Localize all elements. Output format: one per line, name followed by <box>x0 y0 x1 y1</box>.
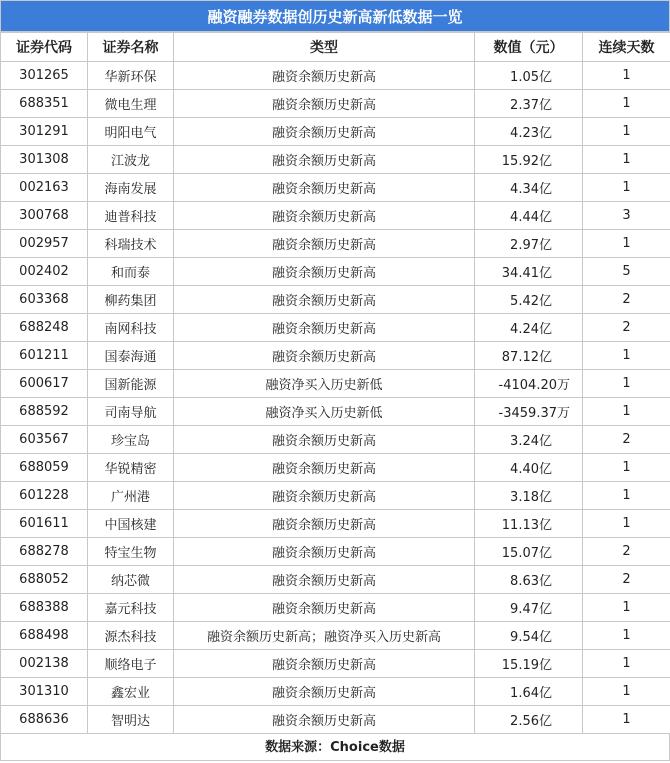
cell-code: 688498 <box>1 622 88 650</box>
cell-value: 8.63亿 <box>475 566 583 594</box>
data-source-footer: 数据来源：Choice数据 <box>0 734 670 761</box>
cell-value: 9.54亿 <box>475 622 583 650</box>
cell-value: 9.47亿 <box>475 594 583 622</box>
cell-value: 4.23亿 <box>475 118 583 146</box>
cell-code: 301310 <box>1 678 88 706</box>
cell-value: -4104.20万 <box>475 370 583 398</box>
cell-name: 江波龙 <box>88 146 174 174</box>
cell-days: 1 <box>583 622 670 650</box>
cell-value: 34.41亿 <box>475 258 583 286</box>
cell-value: 4.44亿 <box>475 202 583 230</box>
cell-code: 301291 <box>1 118 88 146</box>
cell-value: 1.05亿 <box>475 62 583 90</box>
cell-value: 2.37亿 <box>475 90 583 118</box>
cell-days: 5 <box>583 258 670 286</box>
cell-days: 1 <box>583 454 670 482</box>
cell-days: 1 <box>583 650 670 678</box>
cell-days: 1 <box>583 118 670 146</box>
cell-days: 2 <box>583 286 670 314</box>
cell-code: 600617 <box>1 370 88 398</box>
cell-code: 300768 <box>1 202 88 230</box>
cell-value: 5.42亿 <box>475 286 583 314</box>
cell-type: 融资余额历史新高 <box>174 706 475 734</box>
cell-value: 15.92亿 <box>475 146 583 174</box>
cell-name: 中国核建 <box>88 510 174 538</box>
cell-type: 融资余额历史新高 <box>174 426 475 454</box>
cell-name: 智明达 <box>88 706 174 734</box>
cell-type: 融资余额历史新高；融资净买入历史新高 <box>174 622 475 650</box>
cell-days: 1 <box>583 62 670 90</box>
table-row <box>1 146 670 174</box>
cell-type: 融资余额历史新高 <box>174 230 475 258</box>
cell-code: 688052 <box>1 566 88 594</box>
cell-type: 融资余额历史新高 <box>174 62 475 90</box>
cell-name: 国新能源 <box>88 370 174 398</box>
cell-type: 融资净买入历史新低 <box>174 370 475 398</box>
cell-name: 纳芯微 <box>88 566 174 594</box>
cell-days: 1 <box>583 706 670 734</box>
cell-code: 688278 <box>1 538 88 566</box>
table-row <box>1 594 670 622</box>
cell-code: 002163 <box>1 174 88 202</box>
cell-value: 1.64亿 <box>475 678 583 706</box>
cell-type: 融资余额历史新高 <box>174 314 475 342</box>
cell-type: 融资余额历史新高 <box>174 90 475 118</box>
cell-days: 1 <box>583 342 670 370</box>
cell-name: 明阳电气 <box>88 118 174 146</box>
table-row <box>1 482 670 510</box>
cell-type: 融资余额历史新高 <box>174 146 475 174</box>
cell-code: 002402 <box>1 258 88 286</box>
cell-days: 1 <box>583 398 670 426</box>
table-row <box>1 454 670 482</box>
cell-name: 华新环保 <box>88 62 174 90</box>
table-row <box>1 62 670 90</box>
cell-code: 601611 <box>1 510 88 538</box>
cell-name: 特宝生物 <box>88 538 174 566</box>
cell-value: 2.97亿 <box>475 230 583 258</box>
cell-type: 融资余额历史新高 <box>174 342 475 370</box>
table-row <box>1 678 670 706</box>
cell-code: 601228 <box>1 482 88 510</box>
table-row <box>1 650 670 678</box>
cell-type: 融资余额历史新高 <box>174 202 475 230</box>
cell-days: 1 <box>583 230 670 258</box>
table-row <box>1 622 670 650</box>
cell-code: 603567 <box>1 426 88 454</box>
table-row <box>1 174 670 202</box>
cell-name: 鑫宏业 <box>88 678 174 706</box>
cell-type: 融资余额历史新高 <box>174 566 475 594</box>
header-name: 证券名称 <box>88 33 174 62</box>
cell-days: 1 <box>583 174 670 202</box>
cell-code: 002957 <box>1 230 88 258</box>
table-row <box>1 118 670 146</box>
cell-type: 融资余额历史新高 <box>174 510 475 538</box>
cell-name: 柳药集团 <box>88 286 174 314</box>
cell-code: 301265 <box>1 62 88 90</box>
header-code: 证券代码 <box>1 33 88 62</box>
cell-value: 11.13亿 <box>475 510 583 538</box>
cell-days: 2 <box>583 566 670 594</box>
cell-value: 87.12亿 <box>475 342 583 370</box>
margin-trading-table <box>0 32 670 734</box>
table-row <box>1 314 670 342</box>
table-row <box>1 566 670 594</box>
cell-days: 2 <box>583 538 670 566</box>
table-row <box>1 342 670 370</box>
cell-type: 融资余额历史新高 <box>174 174 475 202</box>
table-row <box>1 370 670 398</box>
cell-name: 国泰海通 <box>88 342 174 370</box>
cell-value: 15.07亿 <box>475 538 583 566</box>
cell-code: 688592 <box>1 398 88 426</box>
table-row <box>1 706 670 734</box>
cell-type: 融资余额历史新高 <box>174 258 475 286</box>
cell-name: 广州港 <box>88 482 174 510</box>
cell-value: 4.24亿 <box>475 314 583 342</box>
cell-days: 2 <box>583 314 670 342</box>
cell-value: 3.24亿 <box>475 426 583 454</box>
table-title: 融资融券数据创历史新高新低数据一览 <box>0 0 670 32</box>
cell-code: 601211 <box>1 342 88 370</box>
header-row <box>1 33 670 62</box>
table-row <box>1 538 670 566</box>
cell-type: 融资余额历史新高 <box>174 594 475 622</box>
table-body <box>1 62 670 734</box>
cell-name: 顺络电子 <box>88 650 174 678</box>
cell-code: 688636 <box>1 706 88 734</box>
table-row <box>1 426 670 454</box>
cell-value: 3.18亿 <box>475 482 583 510</box>
cell-value: 15.19亿 <box>475 650 583 678</box>
cell-days: 1 <box>583 370 670 398</box>
table-row <box>1 90 670 118</box>
cell-code: 688351 <box>1 90 88 118</box>
cell-value: 4.34亿 <box>475 174 583 202</box>
cell-name: 南网科技 <box>88 314 174 342</box>
cell-name: 华锐精密 <box>88 454 174 482</box>
cell-days: 1 <box>583 510 670 538</box>
cell-type: 融资余额历史新高 <box>174 678 475 706</box>
cell-code: 301308 <box>1 146 88 174</box>
cell-name: 珍宝岛 <box>88 426 174 454</box>
cell-code: 002138 <box>1 650 88 678</box>
cell-type: 融资余额历史新高 <box>174 650 475 678</box>
cell-name: 迪普科技 <box>88 202 174 230</box>
header-value: 数值（元） <box>475 33 583 62</box>
cell-days: 1 <box>583 678 670 706</box>
header-type: 类型 <box>174 33 475 62</box>
cell-type: 融资余额历史新高 <box>174 538 475 566</box>
table-row <box>1 230 670 258</box>
cell-type: 融资净买入历史新低 <box>174 398 475 426</box>
cell-type: 融资余额历史新高 <box>174 286 475 314</box>
cell-days: 2 <box>583 426 670 454</box>
cell-code: 688059 <box>1 454 88 482</box>
cell-name: 嘉元科技 <box>88 594 174 622</box>
cell-name: 科瑞技术 <box>88 230 174 258</box>
cell-type: 融资余额历史新高 <box>174 118 475 146</box>
table-row <box>1 286 670 314</box>
cell-days: 1 <box>583 482 670 510</box>
cell-days: 1 <box>583 146 670 174</box>
cell-days: 3 <box>583 202 670 230</box>
cell-days: 1 <box>583 594 670 622</box>
table-row <box>1 202 670 230</box>
table-row <box>1 510 670 538</box>
cell-type: 融资余额历史新高 <box>174 454 475 482</box>
table-row <box>1 398 670 426</box>
cell-name: 微电生理 <box>88 90 174 118</box>
cell-type: 融资余额历史新高 <box>174 482 475 510</box>
cell-value: -3459.37万 <box>475 398 583 426</box>
cell-name: 源杰科技 <box>88 622 174 650</box>
cell-name: 司南导航 <box>88 398 174 426</box>
cell-value: 4.40亿 <box>475 454 583 482</box>
header-days: 连续天数 <box>583 33 670 62</box>
cell-days: 1 <box>583 90 670 118</box>
cell-code: 688248 <box>1 314 88 342</box>
table-row <box>1 258 670 286</box>
cell-value: 2.56亿 <box>475 706 583 734</box>
cell-name: 海南发展 <box>88 174 174 202</box>
cell-code: 688388 <box>1 594 88 622</box>
cell-name: 和而泰 <box>88 258 174 286</box>
cell-code: 603368 <box>1 286 88 314</box>
